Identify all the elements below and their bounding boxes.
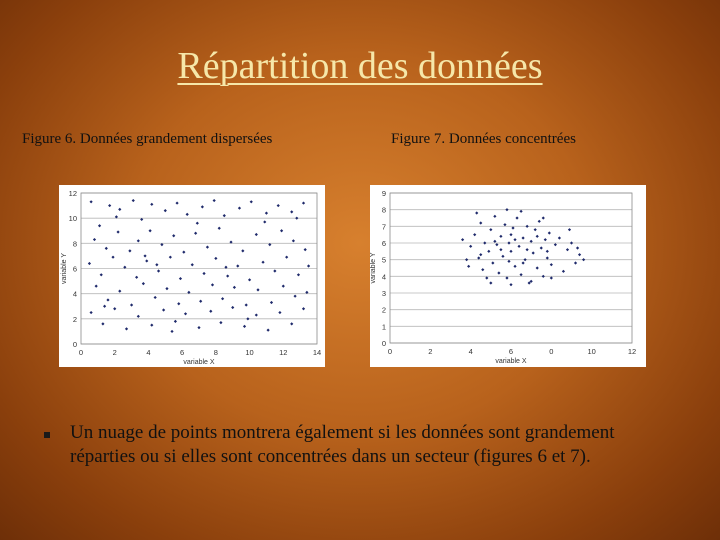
data-point [507, 241, 510, 244]
data-point [578, 253, 581, 256]
data-point [479, 253, 482, 256]
data-point [267, 329, 270, 332]
figure-6-caption: Figure 6. Données grandement dispersées [22, 131, 273, 147]
data-point [513, 238, 516, 241]
y-tick-label: 6 [72, 264, 77, 274]
data-point [199, 300, 202, 303]
data-point [526, 225, 529, 228]
data-point [186, 213, 189, 216]
y-tick-label: 8 [381, 205, 386, 215]
data-point [562, 270, 565, 273]
data-point [154, 296, 157, 299]
data-point [582, 258, 585, 261]
bullet-text: Un nuage de points montrera également si les données sont grandement réparties ou si elles sont concentrées dans un secteur (figures 6 et 7). [70, 422, 615, 467]
data-point [505, 276, 508, 279]
y-tick-label: 7 [381, 222, 386, 232]
data-point [277, 204, 280, 207]
data-point [113, 307, 116, 310]
data-point [175, 201, 178, 204]
data-point [483, 241, 486, 244]
data-point [568, 228, 571, 231]
data-point [95, 285, 98, 288]
data-point [548, 231, 551, 234]
data-point [285, 256, 288, 259]
data-point [536, 235, 539, 238]
data-point [292, 239, 295, 242]
data-point [162, 308, 165, 311]
data-point [170, 330, 173, 333]
data-point [135, 276, 138, 279]
data-point [550, 263, 553, 266]
x-tick-label: 12 [279, 348, 288, 357]
data-point [149, 229, 152, 232]
data-point [507, 260, 510, 263]
y-tick-label: 2 [381, 305, 386, 315]
data-point [293, 295, 296, 298]
x-tick-label: 10 [245, 348, 254, 357]
data-point [218, 227, 221, 230]
y-tick-label: 4 [72, 289, 77, 299]
data-point [245, 303, 248, 306]
data-point [467, 265, 470, 268]
data-point [108, 204, 111, 207]
data-point [93, 238, 96, 241]
data-point [491, 261, 494, 264]
data-point [197, 326, 200, 329]
data-point [248, 278, 251, 281]
x-tick-label: 2 [112, 348, 117, 357]
data-point [477, 256, 480, 259]
data-point [116, 230, 119, 233]
data-point [250, 200, 253, 203]
data-point [88, 262, 91, 265]
y-tick-label: 8 [72, 239, 77, 249]
data-point [263, 220, 266, 223]
x-tick-label: 12 [627, 347, 637, 356]
data-point [550, 276, 553, 279]
data-point [179, 277, 182, 280]
data-point [209, 310, 212, 313]
x-tick-label: 4 [468, 347, 473, 356]
x-tick-label: 2 [428, 347, 433, 356]
y-tick-label: 9 [381, 189, 386, 198]
y-tick-label: 6 [381, 239, 386, 248]
figure-7-caption: Figure 7. Données concentrées [391, 131, 576, 147]
data-point [90, 311, 93, 314]
y-tick-label: 0 [72, 340, 77, 349]
data-point [142, 282, 145, 285]
data-point [475, 211, 478, 214]
data-point [172, 234, 175, 237]
y-axis-label: variable Y [370, 252, 377, 284]
data-point [304, 248, 307, 251]
data-point [174, 320, 177, 323]
data-point [223, 214, 226, 217]
data-point [517, 245, 520, 248]
data-point [221, 297, 224, 300]
data-point [493, 215, 496, 218]
data-point [499, 235, 502, 238]
figure-7-svg [370, 185, 646, 367]
data-point [273, 269, 276, 272]
data-point [211, 283, 214, 286]
data-point [241, 249, 244, 252]
y-tick-label: 10 [68, 214, 77, 224]
data-point [128, 249, 131, 252]
data-point [515, 216, 518, 219]
data-point [526, 248, 529, 251]
x-axis-label: variable X [495, 358, 527, 365]
x-tick-label: 6 [180, 348, 185, 357]
data-point [238, 207, 241, 210]
data-point [184, 312, 187, 315]
data-point [554, 243, 557, 246]
data-point [106, 298, 109, 301]
data-point [473, 233, 476, 236]
data-point [307, 264, 310, 267]
bullet-marker [44, 432, 50, 438]
y-tick-label: 3 [381, 289, 386, 298]
data-point [493, 240, 496, 243]
data-point [270, 301, 273, 304]
data-point [231, 306, 234, 309]
data-point [566, 248, 569, 251]
data-point [226, 274, 229, 277]
x-tick-label: 6 [508, 347, 514, 356]
x-tick-label: 4 [146, 348, 151, 357]
data-point [101, 322, 104, 325]
y-tick-label: 5 [381, 255, 386, 265]
data-point [461, 238, 464, 241]
data-point [522, 236, 525, 239]
data-point [132, 199, 135, 202]
data-point [290, 210, 293, 213]
figure-6-svg [59, 185, 325, 367]
data-point [137, 239, 140, 242]
data-point [542, 275, 545, 278]
x-axis-label: variable X [183, 359, 215, 366]
x-tick-label: 0 [549, 347, 554, 356]
data-point [157, 269, 160, 272]
data-point [265, 212, 268, 215]
figure-6-scatter-chart [59, 185, 325, 367]
data-point [574, 261, 577, 264]
data-point [302, 307, 305, 310]
data-point [530, 240, 533, 243]
x-tick-label: 14 [312, 348, 322, 357]
slide-title: Répartition des données [177, 45, 543, 87]
chart-7-plot-area [370, 189, 636, 365]
data-point [145, 259, 148, 262]
data-point [219, 321, 222, 324]
data-point [150, 203, 153, 206]
data-point [544, 238, 547, 241]
y-axis-label: variable Y [61, 252, 68, 285]
y-tick-label: 12 [68, 189, 77, 198]
data-point [206, 246, 209, 249]
data-point [103, 305, 106, 308]
data-point [522, 261, 525, 264]
data-point [302, 201, 305, 204]
data-point [202, 272, 205, 275]
data-point [503, 223, 506, 226]
data-point [513, 265, 516, 268]
data-point [509, 233, 512, 236]
data-point [576, 246, 579, 249]
data-point [255, 313, 258, 316]
data-point [282, 285, 285, 288]
y-tick-label: 2 [72, 314, 77, 324]
data-point [465, 258, 468, 261]
data-point [295, 217, 298, 220]
data-point [570, 241, 573, 244]
data-point [297, 273, 300, 276]
data-point [194, 232, 197, 235]
data-point [499, 248, 502, 251]
data-point [538, 220, 541, 223]
data-point [532, 251, 535, 254]
data-point [487, 250, 490, 253]
data-point [236, 264, 239, 267]
chart-6-plot-area [61, 189, 321, 366]
data-point [501, 255, 504, 258]
data-point [540, 246, 543, 249]
data-point [201, 205, 204, 208]
data-point [489, 228, 492, 231]
data-point [164, 209, 167, 212]
data-point [111, 256, 114, 259]
figure-7-scatter-chart [370, 185, 646, 367]
data-point [137, 315, 140, 318]
data-point [105, 247, 108, 250]
y-tick-label: 1 [381, 322, 386, 332]
data-point [280, 229, 283, 232]
x-tick-label: 8 [213, 348, 218, 357]
data-point [155, 263, 158, 266]
data-point [546, 256, 549, 259]
data-point [511, 226, 514, 229]
data-point [150, 324, 153, 327]
data-point [177, 302, 180, 305]
data-point [213, 199, 216, 202]
data-point [256, 288, 259, 291]
data-point [278, 311, 281, 314]
data-point [536, 266, 539, 269]
x-tick-label: 10 [587, 347, 596, 356]
data-point [255, 233, 258, 236]
data-point [481, 268, 484, 271]
data-point [495, 243, 498, 246]
plot-frame [390, 193, 632, 343]
y-tick-label: 4 [381, 272, 386, 282]
data-point [98, 224, 101, 227]
data-point [246, 317, 249, 320]
data-point [143, 254, 146, 257]
data-point [118, 208, 121, 211]
data-point [191, 263, 194, 266]
data-point [489, 281, 492, 284]
data-point [509, 250, 512, 253]
data-point [169, 256, 172, 259]
data-point [196, 222, 199, 225]
data-point [100, 273, 103, 276]
data-point [90, 200, 93, 203]
data-point [290, 322, 293, 325]
x-tick-label: 0 [78, 348, 84, 357]
x-tick-label: 0 [387, 347, 393, 356]
data-point [118, 290, 121, 293]
data-point [214, 257, 217, 260]
data-point [519, 273, 522, 276]
data-point [469, 245, 472, 248]
data-point [558, 236, 561, 239]
data-point [546, 250, 549, 253]
data-point [130, 303, 133, 306]
data-point [542, 216, 545, 219]
data-point [233, 286, 236, 289]
data-point [505, 208, 508, 211]
data-point [182, 251, 185, 254]
data-point [165, 287, 168, 290]
data-point [497, 271, 500, 274]
data-point [243, 325, 246, 328]
data-point [524, 258, 527, 261]
data-point [261, 261, 264, 264]
data-point [125, 327, 128, 330]
data-point [479, 221, 482, 224]
data-point [534, 228, 537, 231]
data-point [519, 210, 522, 213]
data-point [485, 276, 488, 279]
y-tick-label: 0 [381, 339, 386, 348]
data-point [509, 283, 512, 286]
